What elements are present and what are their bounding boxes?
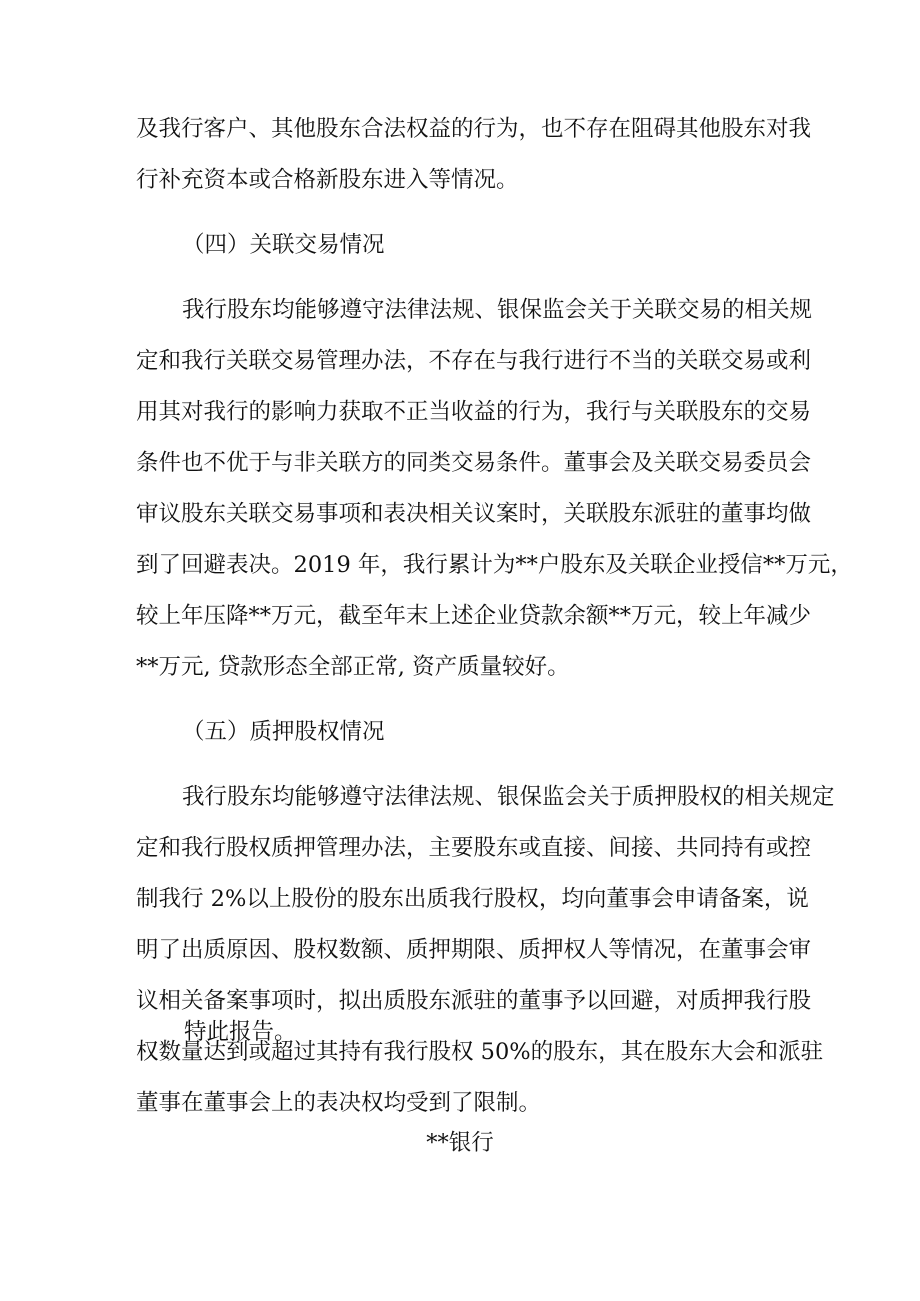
paragraph-line: 较上年压降**万元，截至年末上述企业贷款余额**万元，较上年减少: [136, 603, 812, 629]
paragraph-line: 我行股东均能够遵守法律法规、银保监会关于质押股权的相关规定: [182, 784, 835, 810]
paragraph-line: 及我行客户、其他股东合法权益的行为，也不存在阻碍其他股东对我: [136, 116, 812, 142]
paragraph-line: 定和我行关联交易管理办法，不存在与我行进行不当的关联交易或利: [136, 348, 812, 374]
section-heading-pledged-equity: （五）质押股权情况: [182, 719, 385, 745]
signature: **银行: [426, 1130, 494, 1156]
paragraph-line: 用其对我行的影响力获取不正当收益的行为，我行与关联股东的交易: [136, 399, 812, 425]
paragraph-line: 明了出质原因、股权数额、质押期限、质押权人等情况，在董事会审: [136, 937, 812, 963]
paragraph-line: 制我行 2%以上股份的股东出质我行股权，均向董事会申请备案，说: [136, 886, 809, 912]
paragraph-line: 定和我行股权质押管理办法，主要股东或直接、间接、共同持有或控: [136, 835, 812, 861]
document-body: [136, 104, 853, 1129]
paragraph-line: 到了回避表决。2019 年，我行累计为**户股东及关联企业授信**万元，: [136, 552, 853, 578]
paragraph-line: 董事在董事会上的表决权均受到了限制。: [136, 1090, 542, 1116]
paragraph-line: 条件也不优于与非关联方的同类交易条件。董事会及关联交易委员会: [136, 450, 812, 476]
paragraph-line: 审议股东关联交易事项和表决相关议案时，关联股东派驻的董事均做: [136, 501, 812, 527]
closing-statement: 特此报告。: [184, 1019, 297, 1045]
paragraph-line: 议相关备案事项时，拟出质股东派驻的董事予以回避，对质押我行股: [136, 988, 812, 1014]
paragraph-line: 权数量达到或超过其持有我行股权 50%的股东，其在股东大会和派驻: [136, 1039, 824, 1065]
paragraph-line: 行补充资本或合格新股东进入等情况。: [136, 167, 519, 193]
section-heading-related-transactions: （四）关联交易情况: [182, 232, 385, 258]
paragraph-line: **万元, 贷款形态全部正常, 资产质量较好。: [136, 654, 570, 680]
paragraph-line: 我行股东均能够遵守法律法规、银保监会关于关联交易的相关规: [182, 297, 813, 323]
